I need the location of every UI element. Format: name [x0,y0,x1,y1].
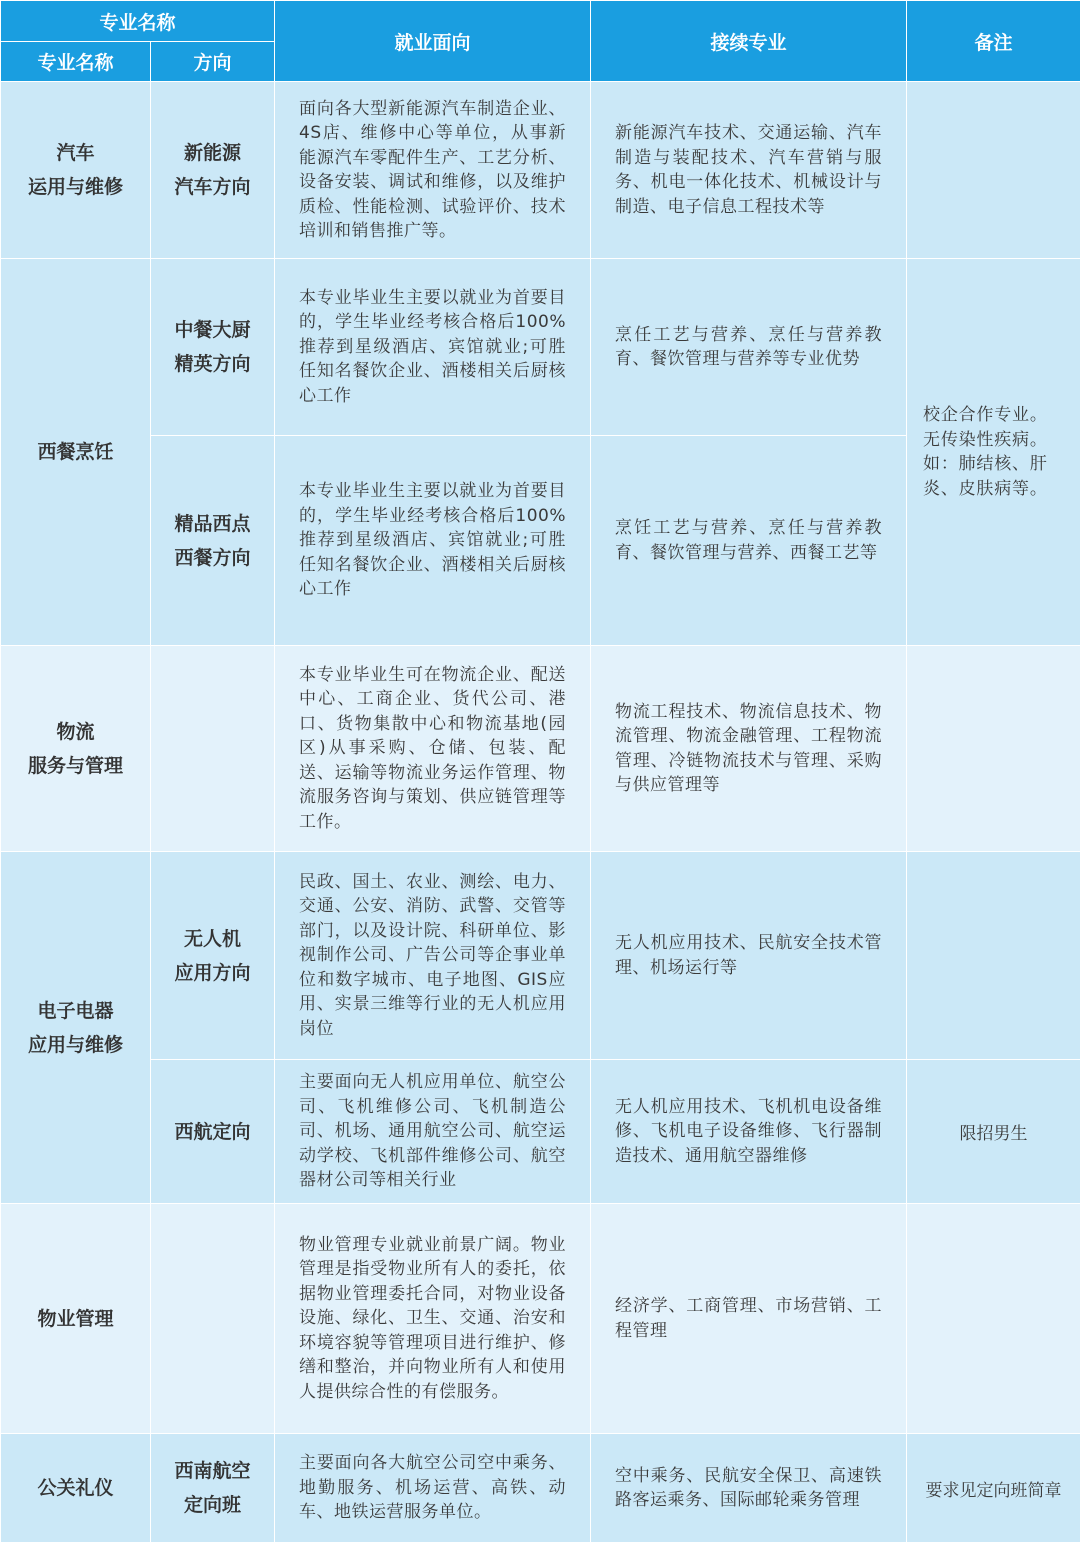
employment-cell: 面向各大型新能源汽车制造企业、4S店、维修中心等单位，从事新能源汽车零配件生产、工艺分析、设备安装、调试和维修，以及维护质检、性能检测、试验评价、技术培训和销售推广等。 [275,82,591,259]
continuation-cell: 烹饪工艺与营养、烹任与营养教育、餐饮管理与营养、西餐工艺等 [591,436,907,646]
direction-cell: 西航定向 [151,1060,275,1204]
direction-cell [151,1434,275,1543]
direction-line: 中餐大厨 [174,319,251,341]
table-row [1,1434,1080,1543]
direction-line: 应用方向 [174,961,251,984]
direction-line: 西餐方向 [174,546,251,569]
remark-cell [907,1204,1080,1434]
direction-line: 定向班 [184,1494,242,1516]
remark-cell [907,82,1080,259]
major-name-line: 汽车 [56,142,95,164]
major-name-cell [1,646,151,852]
remark-cell: 校企合作专业。无传染性疾病。如：肺结核、肝炎、皮肤病等。 [907,259,1080,646]
direction-cell [151,82,275,259]
continuation-cell: 物流工程技术、物流信息技术、物流管理、物流金融管理、工程物流管理、冷链物流技术与管理、采购与供应管理等 [591,646,907,852]
major-name-line: 服务与管理 [27,754,123,777]
direction-line: 汽车方向 [174,176,251,198]
header-major-group: 专业名称 [1,1,275,42]
direction-line: 精英方向 [174,353,251,375]
table-row [1,852,1080,1060]
employment-cell: 本专业毕业生主要以就业为首要目的，学生毕业经考核合格后100%推荐到星级酒店、宾馆就业;可胜任知名餐饮企业、酒楼相关后厨核心工作 [275,259,591,436]
continuation-cell: 新能源汽车技术、交通运输、汽车制造与装配技术、汽车营销与服务、机电一体化技术、机械设计与制造、电子信息工程技术等 [591,82,907,259]
employment-cell: 主要面向无人机应用单位、航空公司、飞机维修公司、飞机制造公司、机场、通用航空公司、航空运动学校、飞机部件维修公司、航空器材公司等相关行业 [275,1060,591,1204]
continuation-cell: 经济学、工商管理、市场营销、工程管理 [591,1204,907,1434]
major-name-line: 电子电器 [37,999,114,1022]
header-direction: 方向 [151,42,275,82]
remark-cell [907,852,1080,1060]
header-major-name: 专业名称 [1,42,151,82]
header-remarks: 备注 [907,1,1080,82]
continuation-cell: 无人机应用技术、民航安全技术管理、机场运行等 [591,852,907,1060]
employment-cell: 本专业毕业生主要以就业为首要目的，学生毕业经考核合格后100%推荐到星级酒店、宾馆就业;可胜任知名餐饮企业、酒楼相关后厨核心工作 [275,436,591,646]
direction-cell [151,436,275,646]
employment-cell: 物业管理专业就业前景广阔。物业管理是指受物业所有人的委托，依据物业管理委托合同，对物业设备设施、绿化、卫生、交通、治安和环境容貌等管理项目进行维护、修缮和整治，并向物业所有人和使用人提供综合性的有偿服务。 [275,1204,591,1434]
direction-line: 西南航空 [174,1460,251,1482]
direction-cell [151,259,275,436]
direction-line: 无人机 [184,927,242,950]
header-employment: 就业面向 [275,1,591,82]
direction-cell [151,646,275,852]
major-name-line: 物流 [56,720,95,743]
continuation-cell: 烹任工艺与营养、烹任与营养教育、餐饮管理与营养等专业优势 [591,259,907,436]
table-row [1,646,1080,852]
direction-line: 新能源 [184,142,242,164]
continuation-cell: 无人机应用技术、飞机机电设备维修、飞机电子设备维修、飞行器制造技术、通用航空器维修 [591,1060,907,1204]
table-row [1,1204,1080,1434]
employment-cell: 本专业毕业生可在物流企业、配送中心、工商企业、货代公司、港口、货物集散中心和物流基地(园区)从事采购、仓储、包装、配送、运输等物流业务运作管理、物流服务咨询与策划、供应链管理等工作。 [275,646,591,852]
direction-line: 精品西点 [174,512,251,535]
header-continuation: 接续专业 [591,1,907,82]
direction-cell [151,852,275,1060]
remark-cell: 要求见定向班简章 [907,1434,1080,1543]
major-name-cell: 公关礼仪 [1,1434,151,1543]
major-name-cell: 西餐烹饪 [1,259,151,646]
major-name-cell: 物业管理 [1,1204,151,1434]
major-name-line: 运用与维修 [27,176,123,198]
employment-cell: 民政、国土、农业、测绘、电力、交通、公安、消防、武警、交管等部门，以及设计院、科研单位、影视制作公司、广告公司等企事业单位和数字城市、电子地图、GIS应用、实景三维等行业的无人机应用岗位 [275,852,591,1060]
major-name-line: 应用与维修 [27,1033,123,1056]
continuation-cell: 空中乘务、民航安全保卫、高速铁路客运乘务、国际邮轮乘务管理 [591,1434,907,1543]
table-row [1,82,1080,259]
major-name-cell [1,82,151,259]
direction-cell [151,1204,275,1434]
major-name-cell [1,852,151,1204]
remark-cell: 限招男生 [907,1060,1080,1204]
table-row [1,1060,1080,1204]
table-row [1,259,1080,436]
employment-cell: 主要面向各大航空公司空中乘务、地勤服务、机场运营、高铁、动车、地铁运营服务单位。 [275,1434,591,1543]
remark-cell [907,646,1080,852]
